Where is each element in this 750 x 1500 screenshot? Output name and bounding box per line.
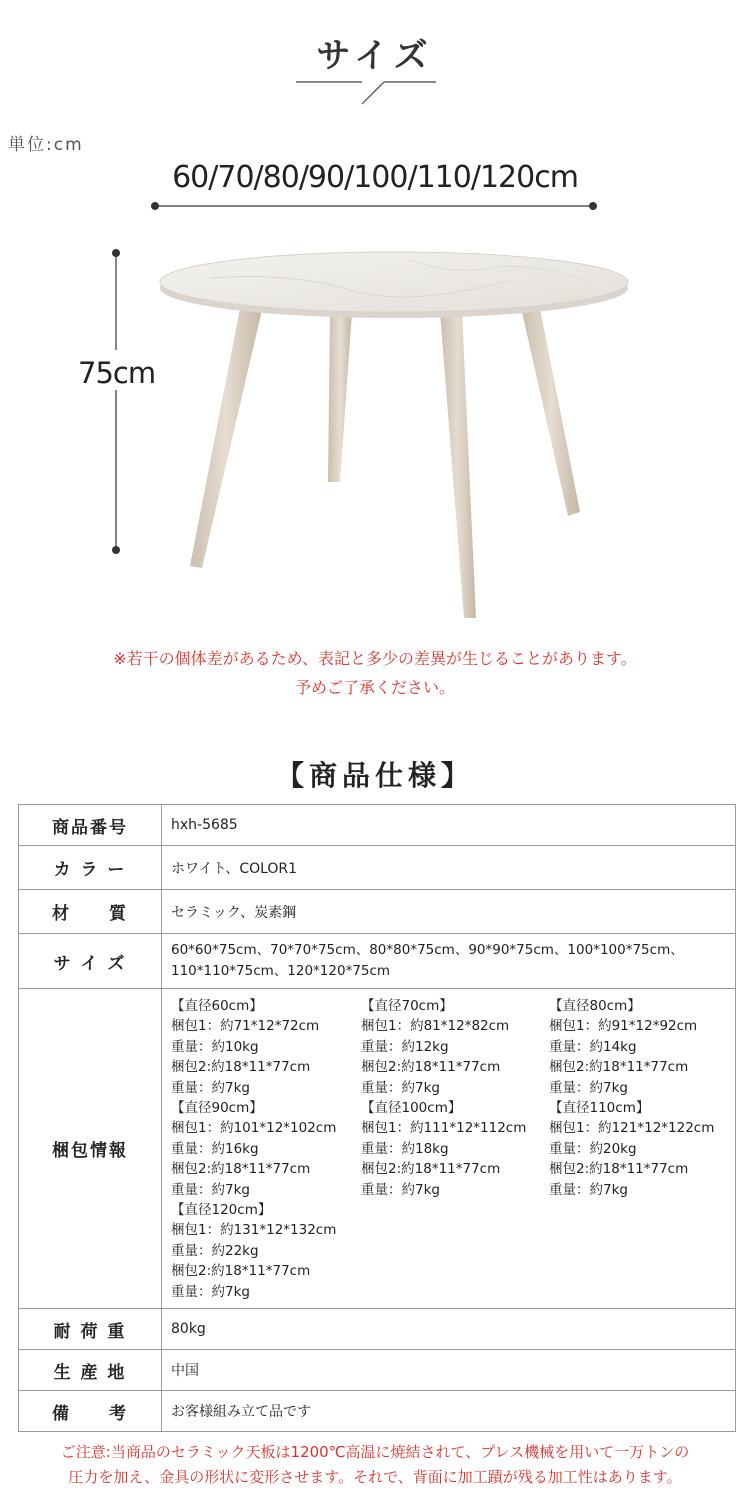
packaging-weight2: 重量：約7kg: [171, 1181, 250, 1198]
packaging-pack1: 梱包1：約71*12*72cm: [171, 1018, 320, 1035]
spec-row-material: [19, 890, 736, 934]
caution-line-2: 圧力を加え、金具の形状に変形させます。それで、背面に加工蹟が残る加工性はあります。: [68, 1468, 682, 1486]
packaging-block-80: [549, 996, 729, 1098]
notice-line-2: 予めご了承ください。: [294, 678, 455, 697]
variance-notice: [0, 644, 750, 702]
width-dimension-label: 60/70/80/90/100/110/120cm: [172, 160, 578, 195]
spec-row-product-number: [19, 805, 736, 846]
notice-line-1: ※若干の個体差があるため、表記と多少の差異が生じることがあります。: [113, 649, 637, 668]
packaging-block-60: [171, 996, 361, 1098]
caution-line-1: ご注意:当商品のセラミック天板は1200℃高温に焼結されて、プレス機械を用いて一万トンの: [60, 1443, 690, 1461]
packaging-heading: 【直径60cm】: [171, 997, 263, 1014]
packaging-weight1: 重量：約16kg: [171, 1140, 259, 1157]
packaging-pack2: 梱包2:約18*11*77cm: [361, 1059, 501, 1076]
size-line-1: 60*60*75cm、70*70*75cm、80*80*75cm、90*90*75cm、100*100*75cm、: [171, 942, 684, 958]
spec-value: [162, 934, 736, 989]
table-leg-back-left: [328, 312, 352, 482]
page-title: サイズ: [316, 36, 434, 76]
unit-label: 単位:cm: [8, 135, 84, 155]
spec-row-remarks: [19, 1391, 736, 1432]
packaging-weight1: 重量：約20kg: [549, 1140, 637, 1157]
packaging-block-110: [549, 1098, 729, 1200]
packaging-weight2: 重量：約7kg: [549, 1079, 628, 1096]
packaging-pack2: 梱包2:約18*11*77cm: [549, 1161, 689, 1178]
spec-value: [162, 989, 736, 1309]
spec-value: お客様組み立て品です: [162, 1391, 736, 1432]
spec-value: hxh-5685: [162, 805, 736, 846]
packaging-weight2: 重量：約7kg: [549, 1181, 628, 1198]
table-leg-back-right: [522, 308, 580, 516]
packaging-block-120: [171, 1200, 361, 1302]
packaging-heading: 【直径120cm】: [171, 1202, 272, 1219]
packaging-pack2: 梱包2:約18*11*77cm: [549, 1059, 689, 1076]
title-decoration: [0, 0, 750, 110]
packaging-weight1: 重量：約12kg: [361, 1038, 449, 1055]
packaging-heading: 【直径70cm】: [361, 997, 453, 1014]
spec-label: サ イ ズ: [19, 934, 162, 989]
spec-value: 中国: [162, 1350, 736, 1391]
spec-value: セラミック、炭素鋼: [162, 890, 736, 934]
packaging-weight1: 重量：約18kg: [361, 1140, 449, 1157]
packaging-heading: 【直径80cm】: [549, 997, 641, 1014]
spec-label: 商品番号: [19, 805, 162, 846]
table-leg-front-left: [190, 308, 262, 568]
spec-label: 材 質: [19, 890, 162, 934]
packaging-weight2: 重量：約7kg: [361, 1079, 440, 1096]
spec-label: 耐 荷 重: [19, 1309, 162, 1350]
packaging-pack1: 梱包1：約121*12*122cm: [549, 1120, 715, 1137]
spec-value: ホワイト、COLOR1: [162, 846, 736, 890]
spec-label: 備 考: [19, 1391, 162, 1432]
packaging-block-100: [361, 1098, 549, 1200]
packaging-weight1: 重量：約22kg: [171, 1242, 259, 1259]
spec-label: カ ラ ー: [19, 846, 162, 890]
width-line-start-dot: [151, 202, 159, 210]
packaging-block-90: [171, 1098, 361, 1200]
packaging-block-70: [361, 996, 549, 1098]
packaging-grid: [171, 990, 735, 1307]
table-top: [160, 252, 628, 312]
table-illustration: [150, 220, 640, 630]
spec-label: 生 産 地: [19, 1350, 162, 1391]
height-dimension-label: 75cm: [78, 356, 156, 390]
packaging-pack1: 梱包1：約101*12*102cm: [171, 1120, 337, 1137]
packaging-pack1: 梱包1：約111*12*112cm: [361, 1120, 527, 1137]
packaging-pack2: 梱包2:約18*11*77cm: [361, 1161, 501, 1178]
packaging-weight2: 重量：約7kg: [171, 1283, 250, 1300]
spec-title: 【商品仕様】: [275, 759, 474, 792]
spec-row-load: [19, 1309, 736, 1350]
spec-label: 梱包情報: [19, 989, 162, 1309]
packaging-heading: 【直径110cm】: [549, 1099, 650, 1116]
packaging-pack1: 梱包1：約81*12*82cm: [361, 1018, 510, 1035]
packaging-heading: 【直径90cm】: [171, 1099, 263, 1116]
packaging-pack1: 梱包1：約91*12*92cm: [549, 1018, 698, 1035]
spec-row-origin: [19, 1350, 736, 1391]
packaging-pack2: 梱包2:約18*11*77cm: [171, 1059, 311, 1076]
height-line-top-dot: [112, 249, 120, 257]
spec-row-color: [19, 846, 736, 890]
packaging-pack1: 梱包1：約131*12*132cm: [171, 1222, 337, 1239]
height-line-bottom-dot: [112, 546, 120, 554]
spec-value: 80kg: [162, 1309, 736, 1350]
spec-table: [18, 804, 736, 1432]
size-line-2: 110*110*75cm、120*120*75cm: [171, 963, 391, 979]
spec-row-size: [19, 934, 736, 989]
packaging-pack2: 梱包2:約18*11*77cm: [171, 1263, 311, 1280]
ceramic-caution-note: [0, 1440, 750, 1490]
packaging-pack2: 梱包2:約18*11*77cm: [171, 1161, 311, 1178]
spec-row-packaging: [19, 989, 736, 1309]
packaging-weight2: 重量：約7kg: [361, 1181, 440, 1198]
width-line-end-dot: [589, 202, 597, 210]
packaging-weight1: 重量：約14kg: [549, 1038, 637, 1055]
packaging-weight2: 重量：約7kg: [171, 1079, 250, 1096]
packaging-weight1: 重量：約10kg: [171, 1038, 259, 1055]
packaging-heading: 【直径100cm】: [361, 1099, 462, 1116]
table-leg-front-right: [440, 312, 476, 618]
